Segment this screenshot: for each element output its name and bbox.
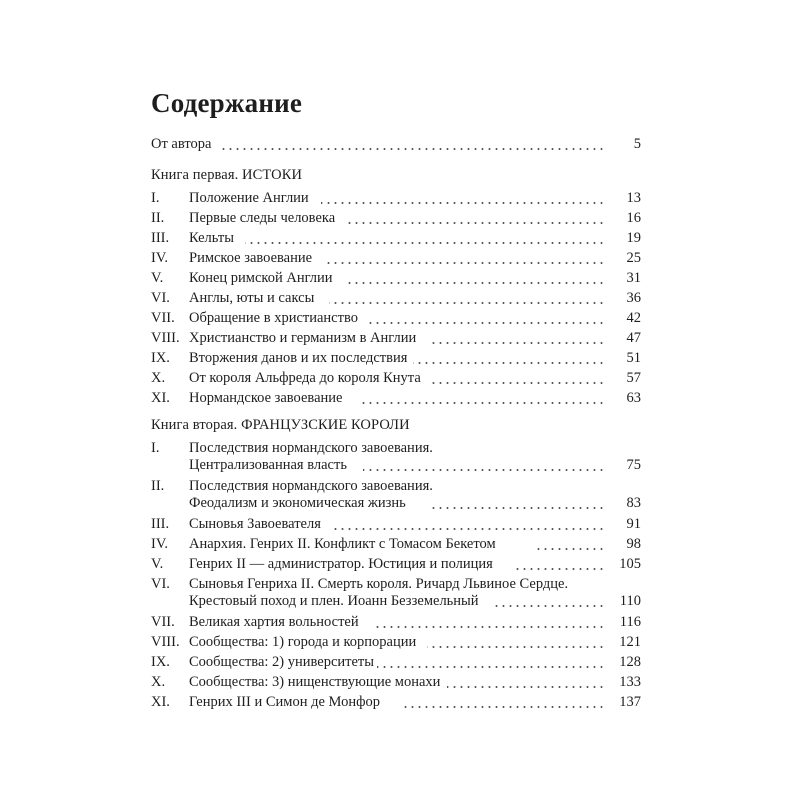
toc-entry-label: Генрих II — администратор. Юстиция и полиция (189, 556, 493, 572)
toc-page-number: 13 (626, 190, 641, 206)
toc-page-number: 83 (626, 495, 641, 511)
toc-page-number: 116 (619, 614, 641, 630)
dot-leader (329, 302, 605, 304)
dot-leader (537, 548, 605, 550)
toc-entry-label: Генрих III и Симон де Монфор (189, 694, 380, 710)
toc-entry-label: Сообщества: 1) города и корпорации (189, 634, 417, 650)
toc-entry-label: Последствия нормандского завоевания. (189, 478, 433, 494)
toc-entry[interactable] (151, 248, 641, 268)
toc-page-number: 63 (626, 390, 641, 406)
toc-entry[interactable] (151, 534, 641, 554)
toc-entry-label: Положение Англии (189, 190, 309, 206)
toc-entry[interactable] (151, 348, 641, 368)
chapter-number: VII. (151, 310, 175, 326)
toc-entry-label: Великая хартия вольностей (189, 614, 359, 630)
toc-entry-label: Римское завоевание (189, 250, 313, 266)
toc-entry-label: Конец римской Англии (189, 270, 333, 286)
toc-page-number: 57 (626, 370, 641, 386)
toc-entry[interactable] (151, 652, 641, 672)
chapter-number: IX. (151, 350, 170, 366)
chapter-number: II. (151, 210, 165, 226)
toc-page-number: 51 (626, 350, 641, 366)
toc-entry[interactable] (151, 308, 641, 328)
toc-page-number: 36 (626, 290, 641, 306)
chapter-number: II. (151, 478, 165, 494)
toc-page-number: 128 (619, 654, 641, 670)
toc-entry-continuation[interactable] (151, 493, 641, 513)
toc-page-number: 110 (619, 593, 641, 609)
toc-page-number: 121 (619, 634, 641, 650)
dot-leader (348, 222, 605, 224)
dot-leader (427, 646, 605, 648)
toc-entry-label-continued: Крестовый поход и плен. Иоанн Безземельный (189, 593, 479, 609)
toc-entry[interactable] (151, 692, 641, 712)
toc-entry-label: Анархия. Генрих II. Конфликт с Томасом Бекетом (189, 536, 496, 552)
chapter-number: III. (151, 230, 170, 246)
toc-entry-label: От короля Альфреда до короля Кнута (189, 370, 421, 386)
toc-entry[interactable] (151, 388, 641, 408)
toc-entry-label: Сыновья Генриха II. Смерть короля. Ричард Львиное Сердце. (189, 576, 569, 592)
book-heading-2: Книга вторая. ФРАНЦУЗСКИЕ КОРОЛИ (151, 417, 410, 433)
toc-entry[interactable] (151, 632, 641, 652)
dot-leader (245, 242, 605, 244)
chapter-number: I. (151, 190, 160, 206)
page-title: Содержание (151, 88, 303, 118)
toc-entry-label: Нормандское завоевание (189, 390, 343, 406)
toc-entry-label: От автора (151, 136, 212, 152)
toc-entry[interactable] (151, 514, 641, 534)
toc-page-number: 5 (633, 136, 641, 152)
toc-page-number: 91 (626, 516, 641, 532)
toc-page-number: 42 (626, 310, 641, 326)
toc-page-number: 133 (619, 674, 641, 690)
dot-leader (431, 382, 605, 384)
chapter-number: VIII. (151, 330, 180, 346)
toc-entry-label-continued: Централизованная власть (189, 457, 347, 473)
dot-leader (221, 148, 605, 150)
toc-page-number: 19 (626, 230, 641, 246)
dot-leader (429, 507, 605, 509)
toc-entry[interactable] (151, 228, 641, 248)
dot-leader (326, 262, 605, 264)
toc-entry[interactable] (151, 268, 641, 288)
toc-entry[interactable] (151, 188, 641, 208)
toc-page-number: 105 (619, 556, 641, 572)
toc-page-number: 25 (626, 250, 641, 266)
dot-leader (321, 202, 605, 204)
chapter-number: X. (151, 674, 166, 690)
dot-leader (333, 528, 605, 530)
toc-page-number: 75 (626, 457, 641, 473)
toc-entry[interactable] (151, 368, 641, 388)
toc-page-number: 98 (626, 536, 641, 552)
dot-leader (493, 605, 605, 607)
chapter-number: VII. (151, 614, 175, 630)
toc-entry-label: Кельты (189, 230, 234, 246)
dot-leader (361, 402, 605, 404)
toc-page-number: 16 (626, 210, 641, 226)
toc-entry-label: Первые следы человека (189, 210, 336, 226)
toc-entry-preface[interactable] (151, 134, 641, 154)
toc-entry[interactable] (151, 554, 641, 574)
chapter-number: XI. (151, 694, 170, 710)
dot-leader (347, 282, 605, 284)
chapter-number: I. (151, 440, 160, 456)
toc-entry[interactable] (151, 208, 641, 228)
table-of-contents (151, 88, 641, 778)
dot-leader (447, 686, 605, 688)
toc-entry-label: Христианство и германизм в Англии (189, 330, 417, 346)
toc-entry-label: Обращение в христианство (189, 310, 358, 326)
chapter-number: IV. (151, 250, 169, 266)
dot-leader (373, 626, 605, 628)
dot-leader (513, 568, 605, 570)
toc-entry-label: Сообщества: 3) нищенствующие монахи (189, 674, 441, 690)
toc-page-number: 47 (626, 330, 641, 346)
chapter-number: III. (151, 516, 170, 532)
dot-leader (413, 362, 605, 364)
toc-entry[interactable] (151, 328, 641, 348)
chapter-number: IV. (151, 536, 169, 552)
toc-page-number: 31 (626, 270, 641, 286)
toc-entry-label: Последствия нормандского завоевания. (189, 440, 433, 456)
chapter-number: VI. (151, 576, 170, 592)
toc-entry-label: Сыновья Завоевателя (189, 516, 321, 532)
dot-leader (431, 342, 605, 344)
dot-leader (369, 322, 605, 324)
chapter-number: V. (151, 556, 164, 572)
toc-entry[interactable] (151, 288, 641, 308)
toc-entry-label: Вторжения данов и их последствия (189, 350, 408, 366)
toc-entry[interactable] (151, 612, 641, 632)
toc-entry-continuation[interactable] (151, 455, 641, 475)
toc-page-number: 137 (619, 694, 641, 710)
chapter-number: VIII. (151, 634, 180, 650)
dot-leader (377, 666, 605, 668)
toc-entry-label: Англы, юты и саксы (189, 290, 315, 306)
chapter-number: V. (151, 270, 164, 286)
chapter-number: XI. (151, 390, 170, 406)
toc-entry-continuation[interactable] (151, 591, 641, 611)
toc-entry-label: Сообщества: 2) университеты (189, 654, 374, 670)
chapter-number: IX. (151, 654, 170, 670)
chapter-number: VI. (151, 290, 170, 306)
book-heading-1: Книга первая. ИСТОКИ (151, 167, 303, 183)
chapter-number: X. (151, 370, 166, 386)
dot-leader (403, 706, 605, 708)
dot-leader (363, 469, 605, 471)
toc-entry[interactable] (151, 672, 641, 692)
toc-entry-label-continued: Феодализм и экономическая жизнь (189, 495, 406, 511)
